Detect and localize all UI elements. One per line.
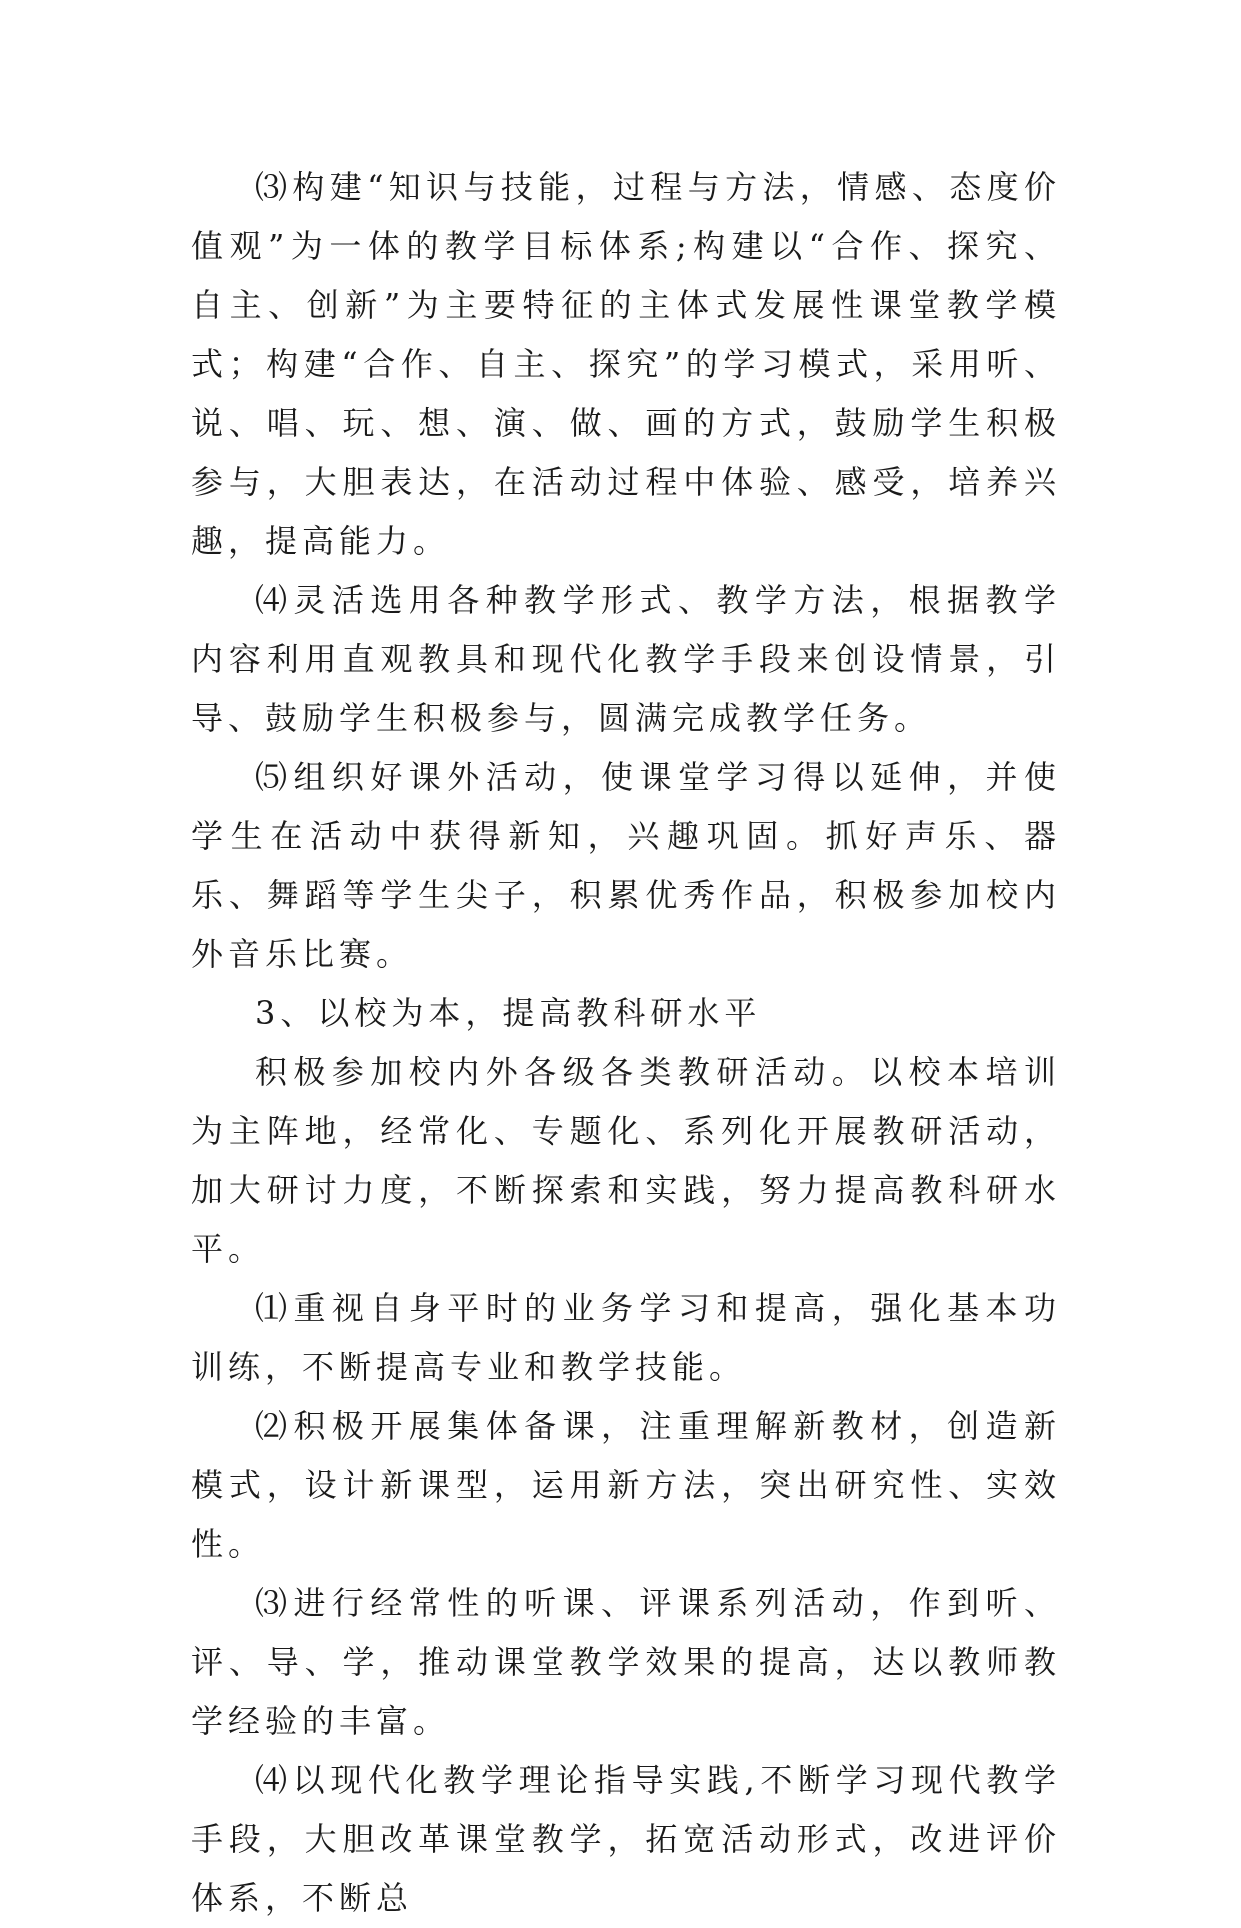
paragraph-extracurricular: ⑸组织好课外活动，使课堂学习得以延伸，并使学生在活动中获得新知，兴趣巩固。抓好声乐、器乐、舞蹈等学生尖子，积累优秀作品，积极参加校内外音乐比赛。 [191,758,1061,973]
paragraph-objectives: ⑶构建“知识与技能，过程与方法，情感、态度价值观”为一体的教学目标体系;构建以“合作、探究、自主、创新”为主要特征的主体式发展性课堂教学模式；构建“合作、自主、探究”的学习模式，采用听、说、唱、玩、想、演、做、画的方式，鼓励学生积极参与，大胆表达，在活动过程中体验、感受，培养兴趣，提高能力。 [191,168,1061,560]
document-body [191,158,1061,1928]
paragraph-observation: ⑶进行经常性的听课、评课系列活动，作到听、评、导、学，推动课堂教学效果的提高，达以教师教学经验的丰富。 [191,1584,1061,1740]
paragraph-modern-teaching: ⑷以现代化教学理论指导实践,不断学习现代教学手段，大胆改革课堂教学，拓宽活动形式，改进评价体系，不断总 [191,1761,1061,1917]
section-heading-research: 3、以校为本，提高教科研水平 [255,994,762,1032]
paragraph-research-intro: 积极参加校内外各级各类教研活动。以校本培训为主阵地，经常化、专题化、系列化开展教研活动，加大研讨力度，不断探索和实践，努力提高教科研水平。 [191,1053,1061,1268]
paragraph-teaching-methods: ⑷灵活选用各种教学形式、教学方法，根据教学内容利用直观教具和现代化教学手段来创设情景，引导、鼓励学生积极参与，圆满完成教学任务。 [191,581,1061,737]
paragraph-self-study: ⑴重视自身平时的业务学习和提高，强化基本功训练，不断提高专业和教学技能。 [191,1289,1061,1386]
paragraph-lesson-prep: ⑵积极开展集体备课，注重理解新教材，创造新模式，设计新课型，运用新方法，突出研究性、实效性。 [191,1407,1061,1563]
